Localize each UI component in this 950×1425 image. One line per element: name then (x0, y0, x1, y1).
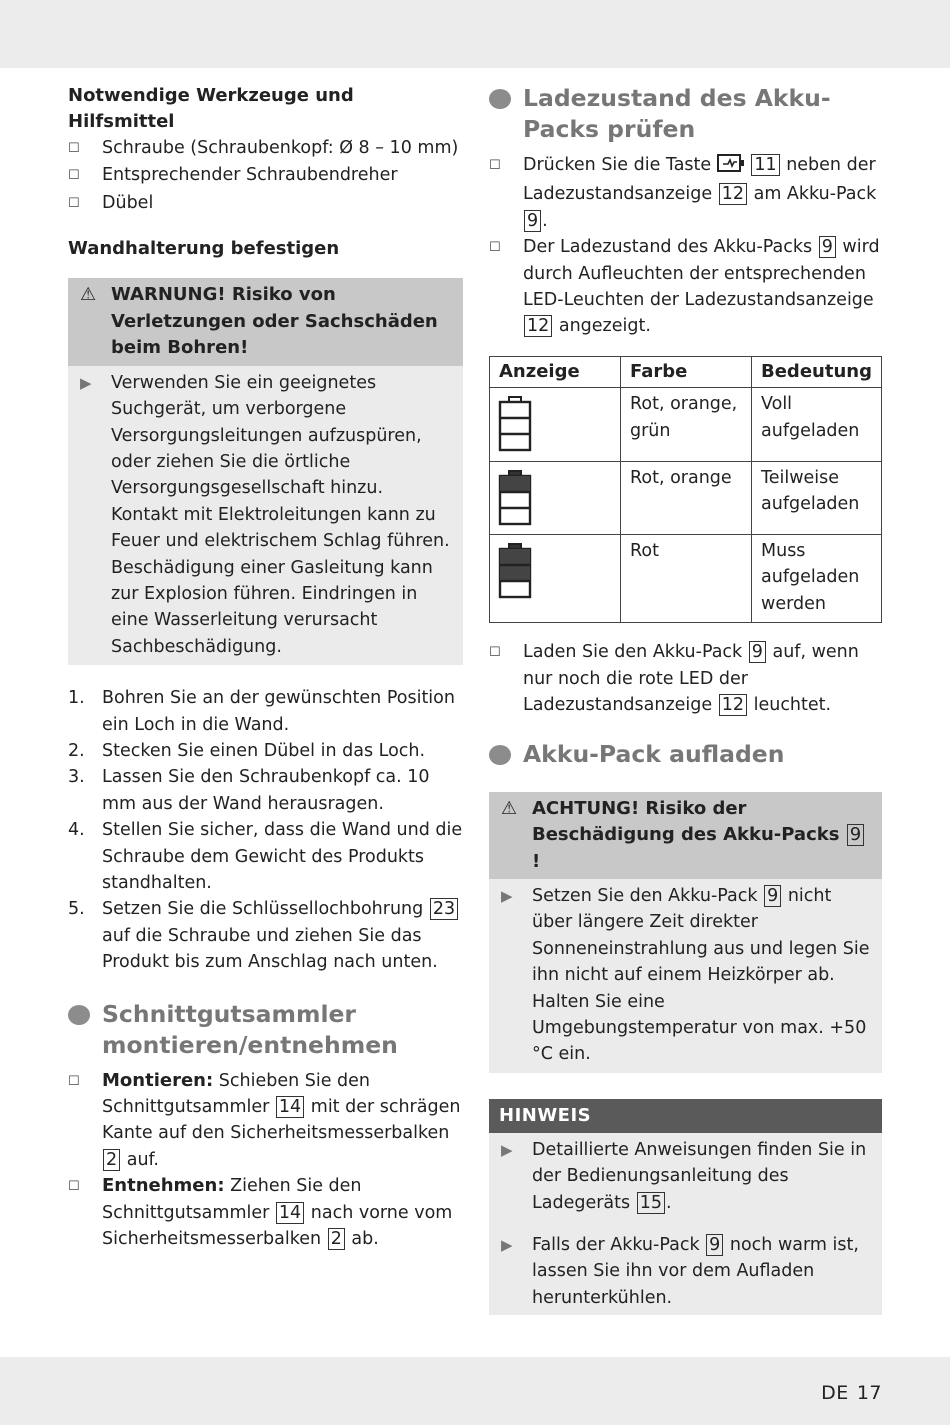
instruction-item: ☐ Drücken Sie die Taste 11 neben der Ladezustandsanzeige 12 am Akku-Pack 9 . (489, 152, 882, 234)
arrow-right-icon: ▶ (501, 887, 513, 905)
arrow-right-icon: ▶ (80, 373, 92, 392)
battery-button-icon (717, 153, 745, 181)
reference-number: 9 (764, 885, 781, 907)
caution-box (489, 792, 882, 1073)
page-footer-band (0, 1357, 950, 1425)
reference-number: 23 (430, 898, 458, 920)
reference-number: 14 (276, 1096, 304, 1118)
section-heading: Ladezustand des Akku-Packs prüfen (489, 83, 882, 145)
caution-body: ▶ Setzen Sie den Akku-Pack 9 nicht über längere Zeit direkter Sonneneinstrahlung aus und legen Sie ihn nicht auf einem Heizkörper ab. Halten Sie eine Umgebungstemperatur von max. +50 °C ein. (489, 879, 882, 1073)
warning-body: ▶ Verwenden Sie ein geeignetes Suchgerät, um verborgene Versorgungsleitungen aufzuspüren, oder ziehen Sie die örtliche Versorgungsgesellschaft hinzu. Kontakt mit Elektroleitungen kann zu Feuer und elektrischem Schlag führen. Beschädigung einer Gasleitung kann zur Explosion führen. Eindringen in eine Wasserleitung verursacht Sachbeschädigung. (68, 366, 463, 665)
column-header: Bedeutung (752, 356, 882, 387)
checkbox-icon: ☐ (68, 1179, 80, 1195)
hint-header: HINWEIS (489, 1099, 882, 1133)
hint-box (489, 1099, 882, 1315)
warning-header: ⚠ WARNUNG! Risiko von Verletzungen oder Sachschäden beim Bohren! (68, 278, 463, 366)
battery-low-icon (490, 535, 621, 623)
list-item: 2. Stecken Sie einen Dübel in das Loch. (68, 741, 426, 761)
table-row: Rot Muss aufgeladen werden (490, 535, 882, 623)
list-item: 5. Setzen Sie die Schlüssellochbohrung 23 auf die Schraube und ziehen Sie das Produkt bis zum Anschlag nach unten. (68, 896, 463, 975)
bullet-dot-icon (68, 1005, 90, 1025)
charge-level-table (489, 356, 882, 623)
reference-number: 12 (524, 315, 552, 337)
checkbox-icon: ☐ (489, 645, 501, 661)
table-row: Rot, orange, grün Voll aufgeladen (490, 388, 882, 461)
tools-heading: Notwendige Werkzeuge und Hilfsmittel (68, 85, 354, 132)
bullet-dot-icon (489, 745, 511, 765)
bullet-dot-icon (489, 89, 511, 109)
list-item: 1. Bohren Sie an der gewünschten Position ein Loch in die Wand. (68, 688, 455, 735)
section-heading: Akku-Pack aufladen (489, 739, 882, 770)
tool-item: ☐ Dübel (68, 190, 463, 217)
left-column (68, 83, 463, 1253)
reference-number: 9 (847, 824, 864, 846)
reference-number: 9 (749, 641, 766, 663)
reference-number: 9 (524, 210, 541, 232)
reference-number: 11 (751, 154, 779, 176)
checkbox-icon: ☐ (68, 1073, 80, 1089)
battery-half-icon (490, 461, 621, 534)
tool-item: ☐ Entsprechender Schraubendreher (68, 162, 463, 189)
right-column (489, 83, 882, 1315)
reference-number: 9 (819, 236, 836, 258)
checkbox-icon: ☐ (489, 240, 501, 256)
reference-number: 15 (637, 1192, 665, 1214)
warning-triangle-icon: ⚠ (80, 284, 97, 306)
checkbox-icon: ☐ (68, 141, 80, 156)
wall-mount-heading: Wandhalterung befestigen (68, 238, 340, 260)
list-item: 4. Stellen Sie sicher, dass die Wand und die Schraube dem Gewicht des Produkts standhalten. (68, 820, 463, 894)
remove-item: ☐ Entnehmen: Ziehen Sie den Schnittgutsammler 14 nach vorne vom Sicherheitsmesserbalken 2 ab. (68, 1175, 453, 1250)
reference-number: 12 (719, 183, 747, 205)
reference-number: 2 (328, 1228, 345, 1250)
checkbox-icon: ☐ (489, 158, 501, 173)
reference-number: 14 (276, 1202, 304, 1224)
checkbox-icon: ☐ (68, 195, 80, 211)
warning-triangle-icon: ⚠ (501, 797, 518, 819)
reference-number: 12 (719, 694, 747, 716)
hint-item: ▶ Falls der Akku-Pack 9 noch warm ist, lassen Sie ihn vor dem Aufladen herunterkühlen. (489, 1228, 882, 1315)
mount-item: ☐ Montieren: Schieben Sie den Schnittgutsammler 14 mit der schrägen Kante auf den Sicherheitsmesserbalken 2 auf. (68, 1069, 461, 1170)
page-number: DE 17 (821, 1382, 882, 1404)
instruction-item: ☐ Laden Sie den Akku-Pack 9 auf, wenn nur noch die rote LED der Ladezustandsanzeige 12 leuchtet. (489, 639, 882, 718)
column-header: Farbe (621, 356, 752, 387)
reference-number: 2 (103, 1149, 120, 1171)
section-heading: Schnittgutsammler montieren/entnehmen (68, 999, 463, 1061)
table-header-row (490, 356, 882, 387)
warning-box (68, 278, 463, 665)
page-top-band (0, 0, 950, 68)
battery-full-icon (490, 388, 621, 461)
checkbox-icon: ☐ (68, 168, 80, 184)
arrow-right-icon: ▶ (501, 1140, 513, 1159)
steps-list (68, 685, 463, 975)
list-item: 3. Lassen Sie den Schraubenkopf ca. 10 mm aus der Wand herausragen. (68, 767, 430, 814)
arrow-right-icon: ▶ (501, 1236, 513, 1255)
hint-item: ▶ Detaillierte Anweisungen finden Sie in der Bedienungsanleitung des Ladegeräts 15 . (489, 1133, 882, 1220)
column-header: Anzeige (490, 356, 621, 387)
tool-item: ☐ Schraube (Schraubenkopf: Ø 8 – 10 mm) (68, 135, 463, 162)
caution-header: ⚠ ACHTUNG! Risiko der Beschädigung des Akku-Packs 9! (489, 792, 882, 880)
table-row: Rot, orange Teilweise aufgeladen (490, 461, 882, 534)
instruction-item: ☐ Der Ladezustand des Akku-Packs 9 wird durch Aufleuchten der entsprechenden LED-Leuchten der Ladezustandsanzeige 12 angezeigt. (489, 234, 882, 340)
reference-number: 9 (706, 1234, 723, 1256)
